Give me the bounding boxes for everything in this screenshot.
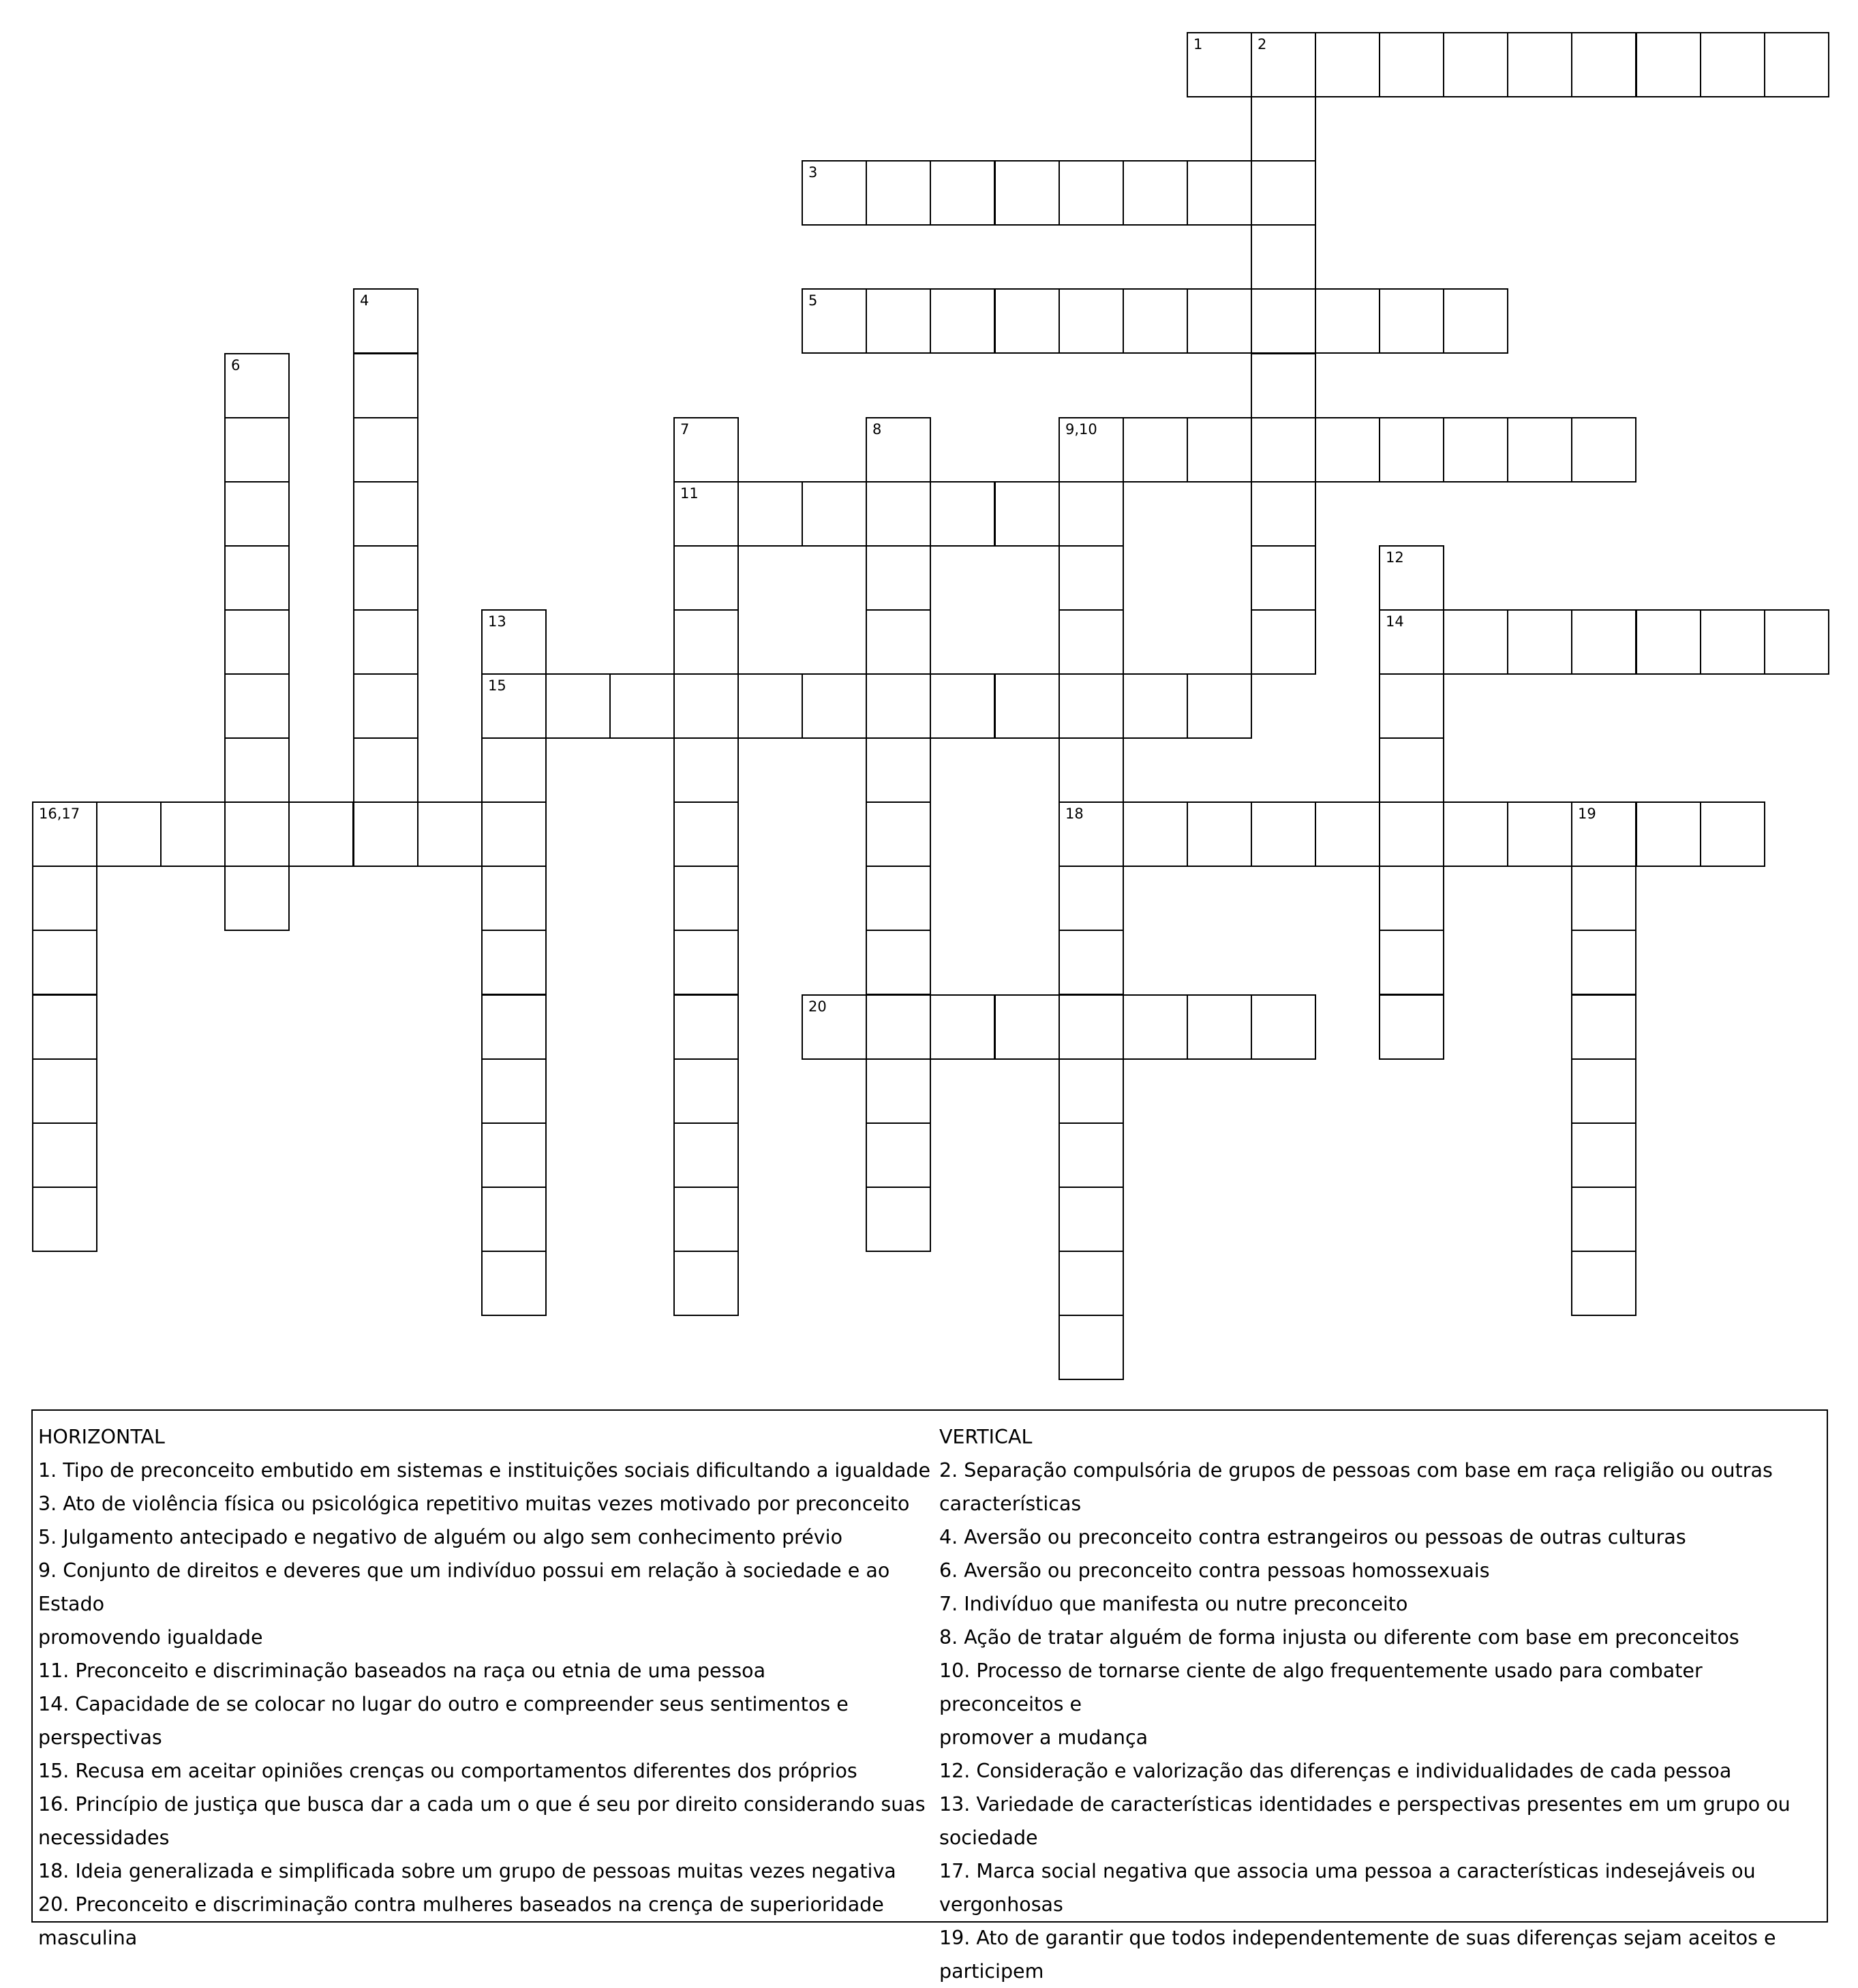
grid-cell[interactable] [866, 801, 931, 867]
grid-cell[interactable] [224, 609, 290, 675]
grid-cell[interactable] [1251, 481, 1316, 547]
grid-cell[interactable] [673, 994, 739, 1060]
grid-cell[interactable] [673, 673, 739, 739]
clue-line: 20. Preconceito e discriminação contra mulheres baseados na crença de superioridade masculina [38, 1893, 884, 1949]
grid-cell[interactable] [994, 160, 1060, 226]
grid-cell[interactable] [1571, 866, 1636, 931]
grid-cell[interactable] [1187, 288, 1252, 354]
grid-cell[interactable] [1507, 609, 1572, 675]
grid-cell[interactable] [866, 673, 931, 739]
clue-number: 2 [1258, 36, 1267, 52]
clue-number: 14 [1386, 613, 1404, 630]
grid-cell[interactable] [673, 930, 739, 995]
clue-number: 8 [872, 421, 882, 438]
clue-number: 5 [808, 292, 818, 309]
grid-cell[interactable] [1379, 32, 1444, 97]
grid-cell[interactable] [673, 417, 739, 483]
grid-cell[interactable] [866, 930, 931, 995]
clue-number: 12 [1386, 549, 1404, 566]
grid-cell[interactable] [1571, 1058, 1636, 1124]
grid-cell[interactable] [224, 353, 290, 418]
grid-cell[interactable] [866, 1187, 931, 1252]
grid-cell[interactable] [673, 866, 739, 931]
clue-line: 4. Aversão ou preconceito contra estrangeiros ou pessoas de outras culturas [939, 1526, 1686, 1548]
grid-cell[interactable] [994, 481, 1060, 547]
grid-cell[interactable] [32, 801, 97, 867]
across-heading: HORIZONTAL [38, 1426, 165, 1448]
grid-cell[interactable] [481, 801, 547, 867]
grid-cell[interactable] [1059, 1058, 1124, 1124]
grid-cell[interactable] [1636, 609, 1701, 675]
clue-number: 4 [360, 292, 369, 309]
grid-cell[interactable] [1123, 160, 1188, 226]
grid-cell[interactable] [224, 801, 290, 867]
grid-cell[interactable] [1059, 1122, 1124, 1188]
grid-cell[interactable] [481, 1187, 547, 1252]
grid-cell[interactable] [1571, 1187, 1636, 1252]
grid-cell[interactable] [481, 1058, 547, 1124]
clue-number: 3 [808, 164, 818, 181]
grid-cell[interactable] [1379, 866, 1444, 931]
clue-line: 8. Ação de tratar alguém de forma injusta ou diferente com base em preconceitos [939, 1626, 1739, 1649]
clue-line: 3. Ato de violência física ou psicológica repetitivo muitas vezes motivado por preconceito [38, 1493, 910, 1515]
grid-cell[interactable] [866, 481, 931, 547]
grid-cell[interactable] [930, 481, 995, 547]
grid-cell[interactable] [32, 866, 97, 931]
grid-cell[interactable] [32, 1122, 97, 1188]
clue-line: 2. Separação compulsória de grupos de pessoas com base em raça religião ou outras [939, 1459, 1773, 1482]
grid-cell[interactable] [481, 866, 547, 931]
grid-cell[interactable] [1379, 673, 1444, 739]
grid-cell[interactable] [1379, 801, 1444, 867]
down-heading: VERTICAL [939, 1426, 1033, 1448]
grid-cell[interactable] [32, 1058, 97, 1124]
grid-cell[interactable] [1187, 417, 1252, 483]
grid-cell[interactable] [1187, 32, 1252, 97]
clue-line: 19. Ato de garantir que todos independentemente de suas diferenças sejam aceitos e participem [939, 1927, 1776, 1983]
grid-cell[interactable] [353, 673, 418, 739]
clue-line: 9. Conjunto de direitos e deveres que um indivíduo possui em relação à sociedade e ao Estado [38, 1559, 890, 1615]
clue-line: sociedade [939, 1826, 1038, 1849]
grid-cell[interactable] [1700, 32, 1765, 97]
grid-cell[interactable] [994, 673, 1060, 739]
grid-cell[interactable] [1443, 417, 1508, 483]
clue-number: 20 [808, 998, 827, 1015]
grid-cell[interactable] [802, 481, 867, 547]
grid-cell[interactable] [353, 737, 418, 803]
grid-cell[interactable] [1507, 417, 1572, 483]
clue-line: 13. Variedade de características identidades e perspectivas presentes em um grupo ou [939, 1793, 1791, 1816]
clue-line: 6. Aversão ou preconceito contra pessoas homossexuais [939, 1559, 1490, 1582]
grid-cell[interactable] [224, 866, 290, 931]
grid-cell[interactable] [866, 160, 931, 226]
grid-cell[interactable] [1251, 609, 1316, 675]
grid-cell[interactable] [1251, 288, 1316, 354]
grid-cell[interactable] [481, 930, 547, 995]
grid-cell[interactable] [930, 288, 995, 354]
grid-cell[interactable] [1315, 801, 1380, 867]
grid-cell[interactable] [1379, 417, 1444, 483]
grid-cell[interactable] [1187, 994, 1252, 1060]
grid-cell[interactable] [1251, 96, 1316, 162]
grid-cell[interactable] [1251, 994, 1316, 1060]
grid-cell[interactable] [481, 994, 547, 1060]
grid-cell[interactable] [224, 481, 290, 547]
clue-line: 14. Capacidade de se colocar no lugar do outro e compreender seus sentimentos e perspectivas [38, 1693, 849, 1749]
clue-line: necessidades [38, 1826, 170, 1849]
grid-cell[interactable] [1059, 801, 1124, 867]
clue-number: 7 [680, 421, 690, 438]
grid-cell[interactable] [1059, 481, 1124, 547]
grid-cell[interactable] [673, 1251, 739, 1316]
grid-cell[interactable] [1059, 737, 1124, 803]
grid-cell[interactable] [32, 994, 97, 1060]
grid-cell[interactable] [224, 737, 290, 803]
grid-cell[interactable] [866, 288, 931, 354]
grid-cell[interactable] [1059, 417, 1124, 483]
grid-cell[interactable] [32, 930, 97, 995]
grid-cell[interactable] [1251, 801, 1316, 867]
grid-cell[interactable] [481, 673, 547, 739]
grid-cell[interactable] [353, 353, 418, 418]
grid-cell[interactable] [866, 609, 931, 675]
grid-cell[interactable] [1379, 609, 1444, 675]
grid-cell[interactable] [1123, 994, 1188, 1060]
grid-cell[interactable] [673, 1058, 739, 1124]
clue-line: 16. Princípio de justiça que busca dar a cada um o que é seu por direito considerando suas [38, 1793, 926, 1816]
clue-line: 7. Indivíduo que manifesta ou nutre preconceito [939, 1593, 1408, 1615]
grid-cell[interactable] [545, 673, 611, 739]
grid-cell[interactable] [609, 673, 675, 739]
grid-cell[interactable] [353, 288, 418, 354]
grid-cell[interactable] [353, 609, 418, 675]
grid-cell[interactable] [1059, 1187, 1124, 1252]
grid-cell[interactable] [1059, 1315, 1124, 1380]
clue-number: 11 [680, 485, 699, 502]
clue-number: 16,17 [39, 806, 80, 822]
grid-cell[interactable] [1571, 801, 1636, 867]
grid-cell[interactable] [1251, 417, 1316, 483]
grid-cell[interactable] [1636, 32, 1701, 97]
grid-cell[interactable] [1123, 673, 1188, 739]
grid-cell[interactable] [1379, 737, 1444, 803]
grid-cell[interactable] [1251, 545, 1316, 611]
grid-cell[interactable] [802, 673, 867, 739]
grid-cell[interactable] [673, 1122, 739, 1188]
grid-cell[interactable] [1059, 160, 1124, 226]
grid-cell[interactable] [1059, 609, 1124, 675]
grid-cell[interactable] [353, 545, 418, 611]
grid-cell[interactable] [353, 417, 418, 483]
grid-cell[interactable] [417, 801, 483, 867]
grid-cell[interactable] [1636, 801, 1701, 867]
grid-cell[interactable] [224, 673, 290, 739]
clue-line: promovendo igualdade [38, 1626, 263, 1649]
grid-cell[interactable] [1379, 994, 1444, 1060]
grid-cell[interactable] [1315, 417, 1380, 483]
across-clues [38, 1420, 934, 1955]
grid-cell[interactable] [1571, 32, 1636, 97]
grid-cell[interactable] [353, 481, 418, 547]
grid-cell[interactable] [1443, 801, 1508, 867]
grid-cell[interactable] [481, 737, 547, 803]
grid-cell[interactable] [1251, 32, 1316, 97]
grid-cell[interactable] [1187, 160, 1252, 226]
grid-cell[interactable] [1123, 417, 1188, 483]
clue-line: 11. Preconceito e discriminação baseados na raça ou etnia de uma pessoa [38, 1660, 766, 1682]
grid-cell[interactable] [1315, 32, 1380, 97]
grid-cell[interactable] [1123, 801, 1188, 867]
clue-number: 9,10 [1065, 421, 1097, 438]
grid-cell[interactable] [1764, 609, 1829, 675]
grid-cell[interactable] [866, 545, 931, 611]
grid-cell[interactable] [673, 545, 739, 611]
grid-cell[interactable] [866, 417, 931, 483]
grid-cell[interactable] [481, 1251, 547, 1316]
grid-cell[interactable] [1571, 994, 1636, 1060]
grid-cell[interactable] [1443, 609, 1508, 675]
clue-line: características [939, 1493, 1082, 1515]
grid-cell[interactable] [866, 1058, 931, 1124]
grid-cell[interactable] [802, 994, 867, 1060]
grid-cell[interactable] [673, 801, 739, 867]
grid-cell[interactable] [802, 288, 867, 354]
clue-line: 15. Recusa em aceitar opiniões crenças ou comportamentos diferentes dos próprios [38, 1760, 857, 1782]
grid-cell[interactable] [1251, 160, 1316, 226]
down-clues [939, 1420, 1825, 1988]
grid-cell[interactable] [1315, 288, 1380, 354]
grid-cell[interactable] [1700, 801, 1765, 867]
grid-cell[interactable] [994, 288, 1060, 354]
grid-cell[interactable] [930, 673, 995, 739]
grid-cell[interactable] [288, 801, 354, 867]
grid-cell[interactable] [1443, 32, 1508, 97]
grid-cell[interactable] [1059, 866, 1124, 931]
clue-line: 12. Consideração e valorização das diferenças e individualidades de cada pessoa [939, 1760, 1732, 1782]
grid-cell[interactable] [1187, 801, 1252, 867]
grid-cell[interactable] [1251, 224, 1316, 290]
grid-cell[interactable] [1379, 545, 1444, 611]
grid-cell[interactable] [1059, 545, 1124, 611]
grid-cell[interactable] [673, 1187, 739, 1252]
grid-cell[interactable] [866, 866, 931, 931]
grid-cell[interactable] [866, 737, 931, 803]
grid-cell[interactable] [32, 1187, 97, 1252]
grid-cell[interactable] [96, 801, 162, 867]
grid-cell[interactable] [1443, 288, 1508, 354]
clue-number: 19 [1578, 806, 1596, 822]
grid-cell[interactable] [1379, 930, 1444, 995]
grid-cell[interactable] [1571, 609, 1636, 675]
clue-number: 1 [1193, 36, 1203, 52]
grid-cell[interactable] [1700, 609, 1765, 675]
grid-cell[interactable] [224, 545, 290, 611]
grid-cell[interactable] [1571, 417, 1636, 483]
grid-cell[interactable] [1059, 1251, 1124, 1316]
grid-cell[interactable] [1251, 353, 1316, 418]
grid-cell[interactable] [802, 160, 867, 226]
grid-cell[interactable] [1059, 673, 1124, 739]
grid-cell[interactable] [1507, 801, 1572, 867]
grid-cell[interactable] [1187, 673, 1252, 739]
clue-line: 1. Tipo de preconceito embutido em sistemas e instituições sociais dificultando a igualdade [38, 1459, 931, 1482]
grid-cell[interactable] [673, 481, 739, 547]
grid-cell[interactable] [1123, 288, 1188, 354]
clue-line: promover a mudança [939, 1726, 1148, 1749]
clue-line: 18. Ideia generalizada e simplificada sobre um grupo de pessoas muitas vezes negativa [38, 1860, 896, 1882]
clue-number: 15 [488, 677, 506, 694]
clue-line: 17. Marca social negativa que associa uma pessoa a características indesejáveis ou vergonhosas [939, 1860, 1756, 1916]
grid-cell[interactable] [1059, 288, 1124, 354]
grid-cell[interactable] [353, 801, 418, 867]
clue-line: 5. Julgamento antecipado e negativo de alguém ou algo sem conhecimento prévio [38, 1526, 843, 1548]
grid-cell[interactable] [1059, 994, 1124, 1060]
grid-cell[interactable] [1571, 930, 1636, 995]
grid-cell[interactable] [673, 609, 739, 675]
grid-cell[interactable] [866, 994, 931, 1060]
grid-cell[interactable] [737, 481, 803, 547]
grid-cell[interactable] [1571, 1251, 1636, 1316]
grid-cell[interactable] [930, 994, 995, 1060]
clue-line: 10. Processo de tornarse ciente de algo frequentemente usado para combater preconceitos e [939, 1660, 1703, 1715]
grid-cell[interactable] [737, 673, 803, 739]
clue-number: 6 [231, 357, 241, 373]
grid-cell[interactable] [1059, 930, 1124, 995]
grid-cell[interactable] [1571, 1122, 1636, 1188]
grid-cell[interactable] [1379, 288, 1444, 354]
clues-box [31, 1409, 1828, 1983]
grid-cell[interactable] [994, 994, 1060, 1060]
grid-cell[interactable] [481, 1122, 547, 1188]
grid-cell[interactable] [224, 417, 290, 483]
grid-cell[interactable] [160, 801, 226, 867]
grid-cell[interactable] [1507, 32, 1572, 97]
grid-cell[interactable] [930, 160, 995, 226]
grid-cell[interactable] [1764, 32, 1829, 97]
grid-cell[interactable] [673, 737, 739, 803]
clue-number: 13 [488, 613, 506, 630]
grid-cell[interactable] [866, 1122, 931, 1188]
grid-cell[interactable] [481, 609, 547, 675]
clue-number: 18 [1065, 806, 1084, 822]
